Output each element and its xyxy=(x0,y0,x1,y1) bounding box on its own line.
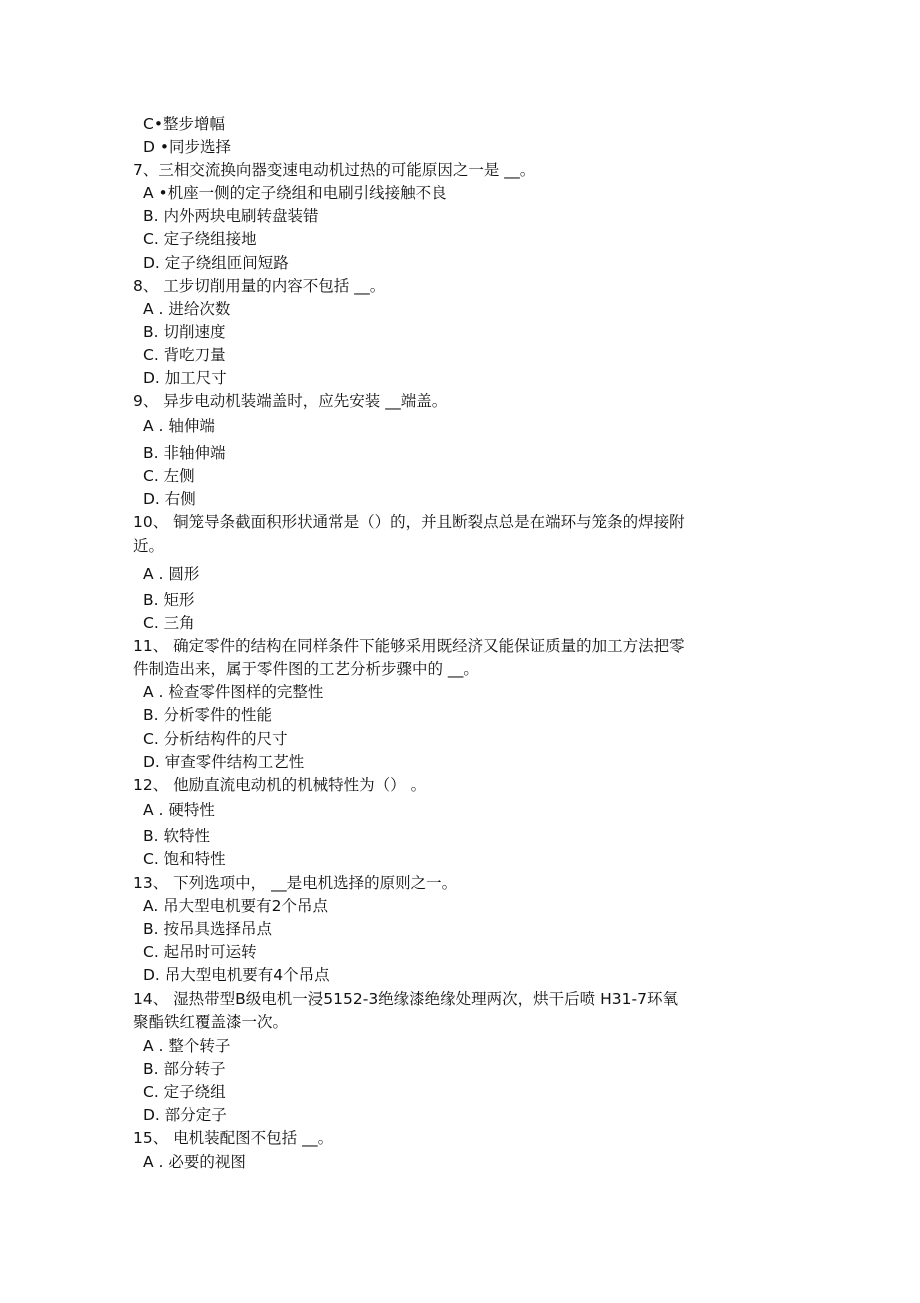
option-line: B. 矩形 xyxy=(143,591,195,609)
option-line: C. 背吃刀量 xyxy=(143,346,226,364)
option-line: A . 轴伸端 xyxy=(143,417,215,435)
option-line: A . 必要的视图 xyxy=(143,1153,246,1171)
option-line: D. 定子绕组匝间短路 xyxy=(143,254,289,272)
option-line: A. 吊大型电机要有2个吊点 xyxy=(143,897,329,915)
option-line: A . 圆形 xyxy=(143,565,200,583)
option-line: B. 切削速度 xyxy=(143,323,226,341)
question-line: 7、三相交流换向器变速电动机过热的可能原因之一是 __。 xyxy=(133,161,536,179)
question-continuation: 近。 xyxy=(133,537,165,555)
option-line: D •同步选择 xyxy=(143,138,232,156)
option-line: C. 三角 xyxy=(143,614,195,632)
question-line: 8、 工步切削用量的内容不包括 __。 xyxy=(133,277,386,295)
option-line: B. 软特性 xyxy=(143,827,210,845)
option-line: C. 饱和特性 xyxy=(143,850,226,868)
option-line: D. 审查零件结构工艺性 xyxy=(143,753,305,771)
option-line: A •机座一侧的定子绕组和电刷引线接触不良 xyxy=(143,184,447,202)
option-line: C. 分析结构件的尺寸 xyxy=(143,730,288,748)
option-line: C. 定子绕组接地 xyxy=(143,230,257,248)
option-line: B. 按吊具选择吊点 xyxy=(143,920,272,938)
option-line: B. 分析零件的性能 xyxy=(143,706,272,724)
option-line: B. 内外两块电刷转盘装错 xyxy=(143,207,319,225)
option-line: D. 吊大型电机要有4个吊点 xyxy=(143,966,330,984)
question-line: 15、 电机装配图不包括 __。 xyxy=(133,1129,334,1147)
question-line: 13、 下列选项中， __是电机选择的原则之一。 xyxy=(133,874,458,892)
option-line: B. 部分转子 xyxy=(143,1060,226,1078)
option-line: C•整步增幅 xyxy=(143,115,225,133)
question-line: 14、 湿热带型B级电机一浸5152-3绝缘漆绝缘处理两次，烘干后喷 H31-7环氧 xyxy=(133,990,678,1008)
question-line: 11、 确定零件的结构在同样条件下能够采用既经济又能保证质量的加工方法把零 xyxy=(133,637,685,655)
option-line: A . 整个转子 xyxy=(143,1037,231,1055)
option-line: C. 起吊时可运转 xyxy=(143,943,257,961)
question-continuation: 件制造出来，属于零件图的工艺分析步骤中的 __。 xyxy=(133,660,479,678)
question-line: 10、 铜笼导条截面积形状通常是（）的，并且断裂点总是在端环与笼条的焊接附 xyxy=(133,513,685,531)
option-line: D. 加工尺寸 xyxy=(143,369,227,387)
question-continuation: 聚酯铁红覆盖漆一次。 xyxy=(133,1013,289,1031)
option-line: C. 左侧 xyxy=(143,467,195,485)
option-line: C. 定子绕组 xyxy=(143,1083,226,1101)
option-line: A . 进给次数 xyxy=(143,300,231,318)
question-line: 9、 异步电动机装端盖时，应先安装 __端盖。 xyxy=(133,392,448,410)
question-line: 12、 他励直流电动机的机械特性为（） 。 xyxy=(133,776,427,794)
option-line: A . 检查零件图样的完整性 xyxy=(143,683,324,701)
option-line: A . 硬特性 xyxy=(143,801,215,819)
option-line: D. 右侧 xyxy=(143,490,196,508)
option-line: D. 部分定子 xyxy=(143,1106,227,1124)
option-line: B. 非轴伸端 xyxy=(143,444,226,462)
